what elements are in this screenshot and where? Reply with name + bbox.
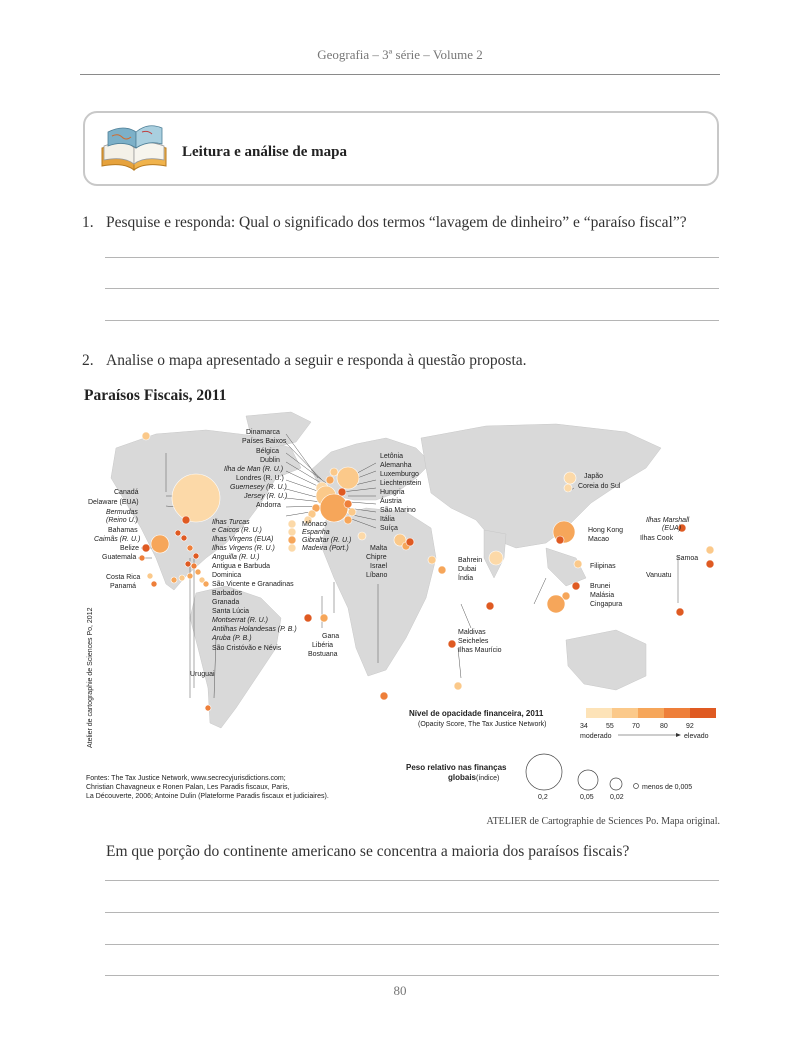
label-coreia: Coreia do Sul bbox=[578, 483, 621, 490]
label-granada: Granada bbox=[212, 599, 240, 606]
label-caimas: Caimãs (R. U.) bbox=[94, 536, 141, 543]
haven-marker-turcas bbox=[181, 535, 187, 541]
opacity-legend-source: (Opacity Score, The Tax Justice Network) bbox=[418, 721, 547, 728]
haven-marker-panama bbox=[151, 581, 157, 587]
weight-legend-unit: (índice) bbox=[476, 775, 500, 782]
label-liechtenstein: Liechtenstein bbox=[380, 480, 422, 487]
opacity-swatch-3 bbox=[638, 708, 664, 718]
label-costa-rica: Costa Rica bbox=[106, 574, 141, 581]
question-1 bbox=[82, 214, 687, 232]
label-bahamas: Bahamas bbox=[108, 527, 138, 534]
haven-marker-samoa bbox=[706, 560, 714, 568]
label-belize: Belize bbox=[120, 545, 140, 552]
label-turcas-2: e Caicos (R. U.) bbox=[212, 527, 262, 534]
answer-line[interactable] bbox=[105, 880, 719, 881]
haven-marker-bahamas bbox=[175, 530, 181, 536]
haven-marker-bahrein bbox=[428, 556, 436, 564]
label-bahrein: Bahrein bbox=[458, 557, 483, 564]
label-ilhas-cook: Ilhas Cook bbox=[640, 535, 674, 542]
opacity-tick-92: 92 bbox=[686, 723, 694, 730]
question-number: 2. bbox=[82, 352, 94, 369]
label-montserrat: Montserrat (R. U.) bbox=[212, 617, 269, 624]
haven-marker-austria bbox=[348, 508, 356, 516]
label-india: Índia bbox=[458, 575, 474, 582]
label-liberia: Libéria bbox=[312, 642, 334, 649]
opacity-swatch-4 bbox=[664, 708, 690, 718]
haven-marker-gana bbox=[320, 614, 328, 622]
haven-marker-ilhas-cook bbox=[706, 546, 714, 554]
haven-marker-virgens-eua bbox=[187, 545, 193, 551]
answer-line[interactable] bbox=[105, 944, 719, 945]
label-hungria: Hungria bbox=[380, 489, 405, 496]
question-2 bbox=[82, 352, 527, 370]
label-turcas: Ilhas Turcas bbox=[212, 519, 250, 526]
legend-elevado: elevado bbox=[684, 733, 709, 740]
answer-line[interactable] bbox=[105, 288, 719, 289]
haven-marker-bermudas bbox=[182, 516, 190, 524]
label-virgens-ru: Ilhas Virgens (R. U.) bbox=[212, 545, 275, 552]
label-monaco: Mônaco bbox=[302, 521, 327, 528]
haven-marker-japao bbox=[564, 472, 576, 484]
label-antilhas: Antilhas Holandesas (P. B.) bbox=[212, 626, 297, 633]
label-maldivas: Maldivas bbox=[458, 629, 486, 636]
answer-line[interactable] bbox=[105, 975, 719, 976]
haven-marker-dinamarca bbox=[330, 468, 338, 476]
label-anguilla: Anguilla (R. U.) bbox=[212, 554, 260, 561]
haven-marker-hungria bbox=[344, 500, 352, 508]
opacity-legend-title: Nível de opacidade financeira, 2011 bbox=[409, 709, 544, 718]
label-filipinas: Filipinas bbox=[590, 563, 616, 570]
label-seicheles: Seicheles bbox=[458, 638, 489, 645]
section-title: Leitura e análise de mapa bbox=[182, 144, 347, 160]
weight-value-small: menos de 0,005 bbox=[642, 784, 693, 791]
label-espanha: Espanha bbox=[302, 529, 330, 536]
label-austria: Áustria bbox=[380, 498, 402, 505]
label-dublin: Dublin bbox=[260, 457, 280, 464]
haven-marker-delaware bbox=[172, 474, 220, 522]
haven-marker-coreia bbox=[564, 484, 572, 492]
opacity-swatch-1 bbox=[586, 708, 612, 718]
haven-marker-anguilla bbox=[185, 561, 191, 567]
label-sao-marino: São Marino bbox=[380, 507, 416, 514]
source-line-1: Fontes: The Tax Justice Network, www.secrecyjurisdictions.com; bbox=[86, 775, 286, 782]
label-japao: Japão bbox=[584, 473, 604, 480]
question-text: Analise o mapa apresentado a seguir e responda à questão proposta. bbox=[106, 352, 527, 369]
haven-marker-costa-rica bbox=[147, 573, 153, 579]
label-aruba: Aruba (P. B.) bbox=[212, 635, 252, 642]
label-bermudas-ru: (Reino U.) bbox=[106, 517, 138, 524]
label-madeira: Madeira (Port.) bbox=[302, 545, 349, 552]
haven-marker-india bbox=[489, 551, 503, 565]
haven-marker-belize bbox=[142, 544, 150, 552]
label-vanuatu: Vanuatu bbox=[646, 572, 672, 579]
running-header: Geografia – 3ª série – Volume 2 bbox=[317, 47, 483, 62]
answer-line[interactable] bbox=[105, 320, 719, 321]
label-andorra: Andorra bbox=[256, 502, 281, 509]
label-belgica: Bélgica bbox=[256, 448, 279, 455]
label-brunei: Brunei bbox=[590, 583, 611, 590]
haven-marker-seicheles bbox=[448, 640, 456, 648]
label-libano: Líbano bbox=[366, 572, 388, 579]
haven-marker-dominica bbox=[195, 569, 201, 575]
weight-value-0-2: 0,2 bbox=[538, 794, 548, 801]
tax-haven-map bbox=[86, 408, 720, 808]
label-guatemala: Guatemala bbox=[102, 554, 137, 561]
map-credit: ATELIER de Cartographie de Sciences Po. Mapa original. bbox=[486, 816, 720, 827]
label-bermudas: Bermudas bbox=[106, 509, 138, 516]
haven-marker-monaco bbox=[288, 520, 296, 528]
haven-marker-barbados bbox=[179, 575, 185, 581]
label-malta: Malta bbox=[370, 545, 388, 552]
label-delaware: Delaware (EUA) bbox=[88, 499, 139, 506]
haven-marker-filipinas bbox=[574, 560, 582, 568]
legend-moderado: moderado bbox=[580, 733, 612, 740]
label-marshall-eua: (EUA) bbox=[662, 525, 682, 532]
opacity-tick-55: 55 bbox=[606, 723, 614, 730]
label-dominica: Dominica bbox=[212, 572, 242, 579]
haven-marker-luxemburgo bbox=[320, 494, 348, 522]
haven-marker-uruguai bbox=[205, 705, 211, 711]
haven-marker-sao-marino bbox=[344, 516, 352, 524]
label-antigua: Antigua e Barbuda bbox=[212, 563, 270, 570]
label-bostuana: Bostuana bbox=[308, 651, 338, 658]
label-dubai: Dubai bbox=[458, 566, 477, 573]
haven-marker-vanuatu bbox=[676, 608, 684, 616]
label-cingapura: Cingapura bbox=[590, 601, 623, 608]
label-barbados: Barbados bbox=[212, 590, 242, 597]
haven-marker-caimas bbox=[151, 535, 169, 553]
opacity-tick-34: 34 bbox=[580, 723, 588, 730]
label-jersey: Jersey (R. U.) bbox=[244, 493, 288, 500]
haven-marker-alemanha bbox=[337, 467, 359, 489]
haven-marker-madeira bbox=[288, 544, 296, 552]
haven-marker-canada bbox=[142, 432, 150, 440]
label-samoa: Samoa bbox=[676, 555, 699, 562]
label-virgens-eua: Ilhas Virgens (EUA) bbox=[212, 536, 274, 543]
label-malasia: Malásia bbox=[590, 592, 615, 599]
label-mauricio: Ilhas Maurício bbox=[458, 647, 502, 654]
weight-legend-title2: globais bbox=[448, 773, 477, 782]
haven-marker-malta bbox=[358, 532, 366, 540]
label-dinamarca: Dinamarca bbox=[246, 429, 280, 436]
label-uruguai: Uruguai bbox=[190, 671, 215, 678]
haven-marker-paises-baixos bbox=[326, 476, 334, 484]
haven-marker-guatemala bbox=[139, 555, 145, 561]
label-hong-kong: Hong Kong bbox=[588, 527, 624, 534]
page-number: 80 bbox=[393, 983, 407, 998]
answer-line[interactable] bbox=[105, 257, 719, 258]
label-gana: Gana bbox=[322, 633, 340, 640]
opacity-swatch-2 bbox=[612, 708, 638, 718]
weight-legend-title: Peso relativo nas finanças bbox=[406, 763, 507, 772]
opacity-tick-70: 70 bbox=[632, 723, 640, 730]
label-panama: Panamá bbox=[110, 583, 137, 590]
label-letonia: Letônia bbox=[380, 453, 403, 460]
map-title: Paraísos Fiscais, 2011 bbox=[84, 387, 227, 404]
side-credit: Atelier de cartographie de Sciences Po, 2012 bbox=[87, 607, 94, 748]
weight-value-0-05: 0,05 bbox=[580, 794, 594, 801]
label-sao-cristovao: São Cristóvão e Névis bbox=[212, 645, 282, 652]
haven-marker-cingapura bbox=[547, 595, 565, 613]
label-canada: Canadá bbox=[114, 489, 139, 496]
haven-marker-macao bbox=[556, 536, 564, 544]
label-sao-vicente: São Vicente e Granadinas bbox=[212, 581, 294, 588]
haven-marker-bostuana bbox=[380, 692, 388, 700]
label-guernesey: Guernesey (R. U.) bbox=[230, 484, 287, 491]
question-text: Pesquise e responda: Qual o significado dos termos “lavagem de dinheiro” e “paraíso fiscal”? bbox=[106, 214, 687, 231]
haven-marker-liechtenstein bbox=[338, 488, 346, 496]
haven-marker-brunei bbox=[572, 582, 580, 590]
haven-marker-sao-vicente bbox=[187, 573, 193, 579]
open-book-icon bbox=[96, 118, 174, 176]
label-londres: Londres (R. U.) bbox=[236, 475, 284, 482]
question-number: 1. bbox=[82, 214, 94, 231]
question-3: Em que porção do continente americano se concentra a maioria dos paraísos fiscais? bbox=[106, 843, 630, 860]
haven-marker-antigua bbox=[191, 563, 197, 569]
label-paises-baixos: Países Baixos bbox=[242, 438, 287, 445]
haven-marker-gibraltar bbox=[288, 536, 296, 544]
label-israel: Israel bbox=[370, 563, 388, 570]
label-gibraltar: Gibraltar (R. U.) bbox=[302, 537, 352, 544]
label-marshall: Ilhas Marshall bbox=[646, 517, 690, 524]
haven-marker-mauricio bbox=[454, 682, 462, 690]
haven-marker-espanha bbox=[288, 528, 296, 536]
section-box bbox=[83, 111, 719, 186]
label-italia: Itália bbox=[380, 516, 395, 523]
haven-marker-montserrat bbox=[203, 581, 209, 587]
opacity-tick-80: 80 bbox=[660, 723, 668, 730]
haven-marker-maldivas bbox=[486, 602, 494, 610]
label-santa-lucia: Santa Lúcia bbox=[212, 608, 249, 615]
haven-marker-santa-lucia bbox=[171, 577, 177, 583]
haven-marker-dubai bbox=[438, 566, 446, 574]
label-alemanha: Alemanha bbox=[380, 462, 412, 469]
haven-marker-libano bbox=[406, 538, 414, 546]
haven-marker-virgens-ru bbox=[193, 553, 199, 559]
label-luxemburgo: Luxemburgo bbox=[380, 471, 419, 478]
weight-value-0-02: 0,02 bbox=[610, 794, 624, 801]
header-rule bbox=[80, 74, 720, 75]
answer-line[interactable] bbox=[105, 912, 719, 913]
source-line-2: Christian Chavagneux e Ronen Palan, Les Paradis fiscaux, Paris, bbox=[86, 784, 290, 791]
label-macao: Macao bbox=[588, 536, 610, 543]
label-ilha-de-man: Ilha de Man (R. U.) bbox=[224, 466, 284, 473]
opacity-swatch-5 bbox=[690, 708, 716, 718]
label-suica: Suíça bbox=[380, 525, 398, 532]
label-chipre: Chipre bbox=[366, 554, 387, 561]
haven-marker-liberia bbox=[304, 614, 312, 622]
source-line-3: La Découverte, 2006; Antoine Dulin (Plateforme Paradis fiscaux et judiciaires). bbox=[86, 793, 329, 800]
